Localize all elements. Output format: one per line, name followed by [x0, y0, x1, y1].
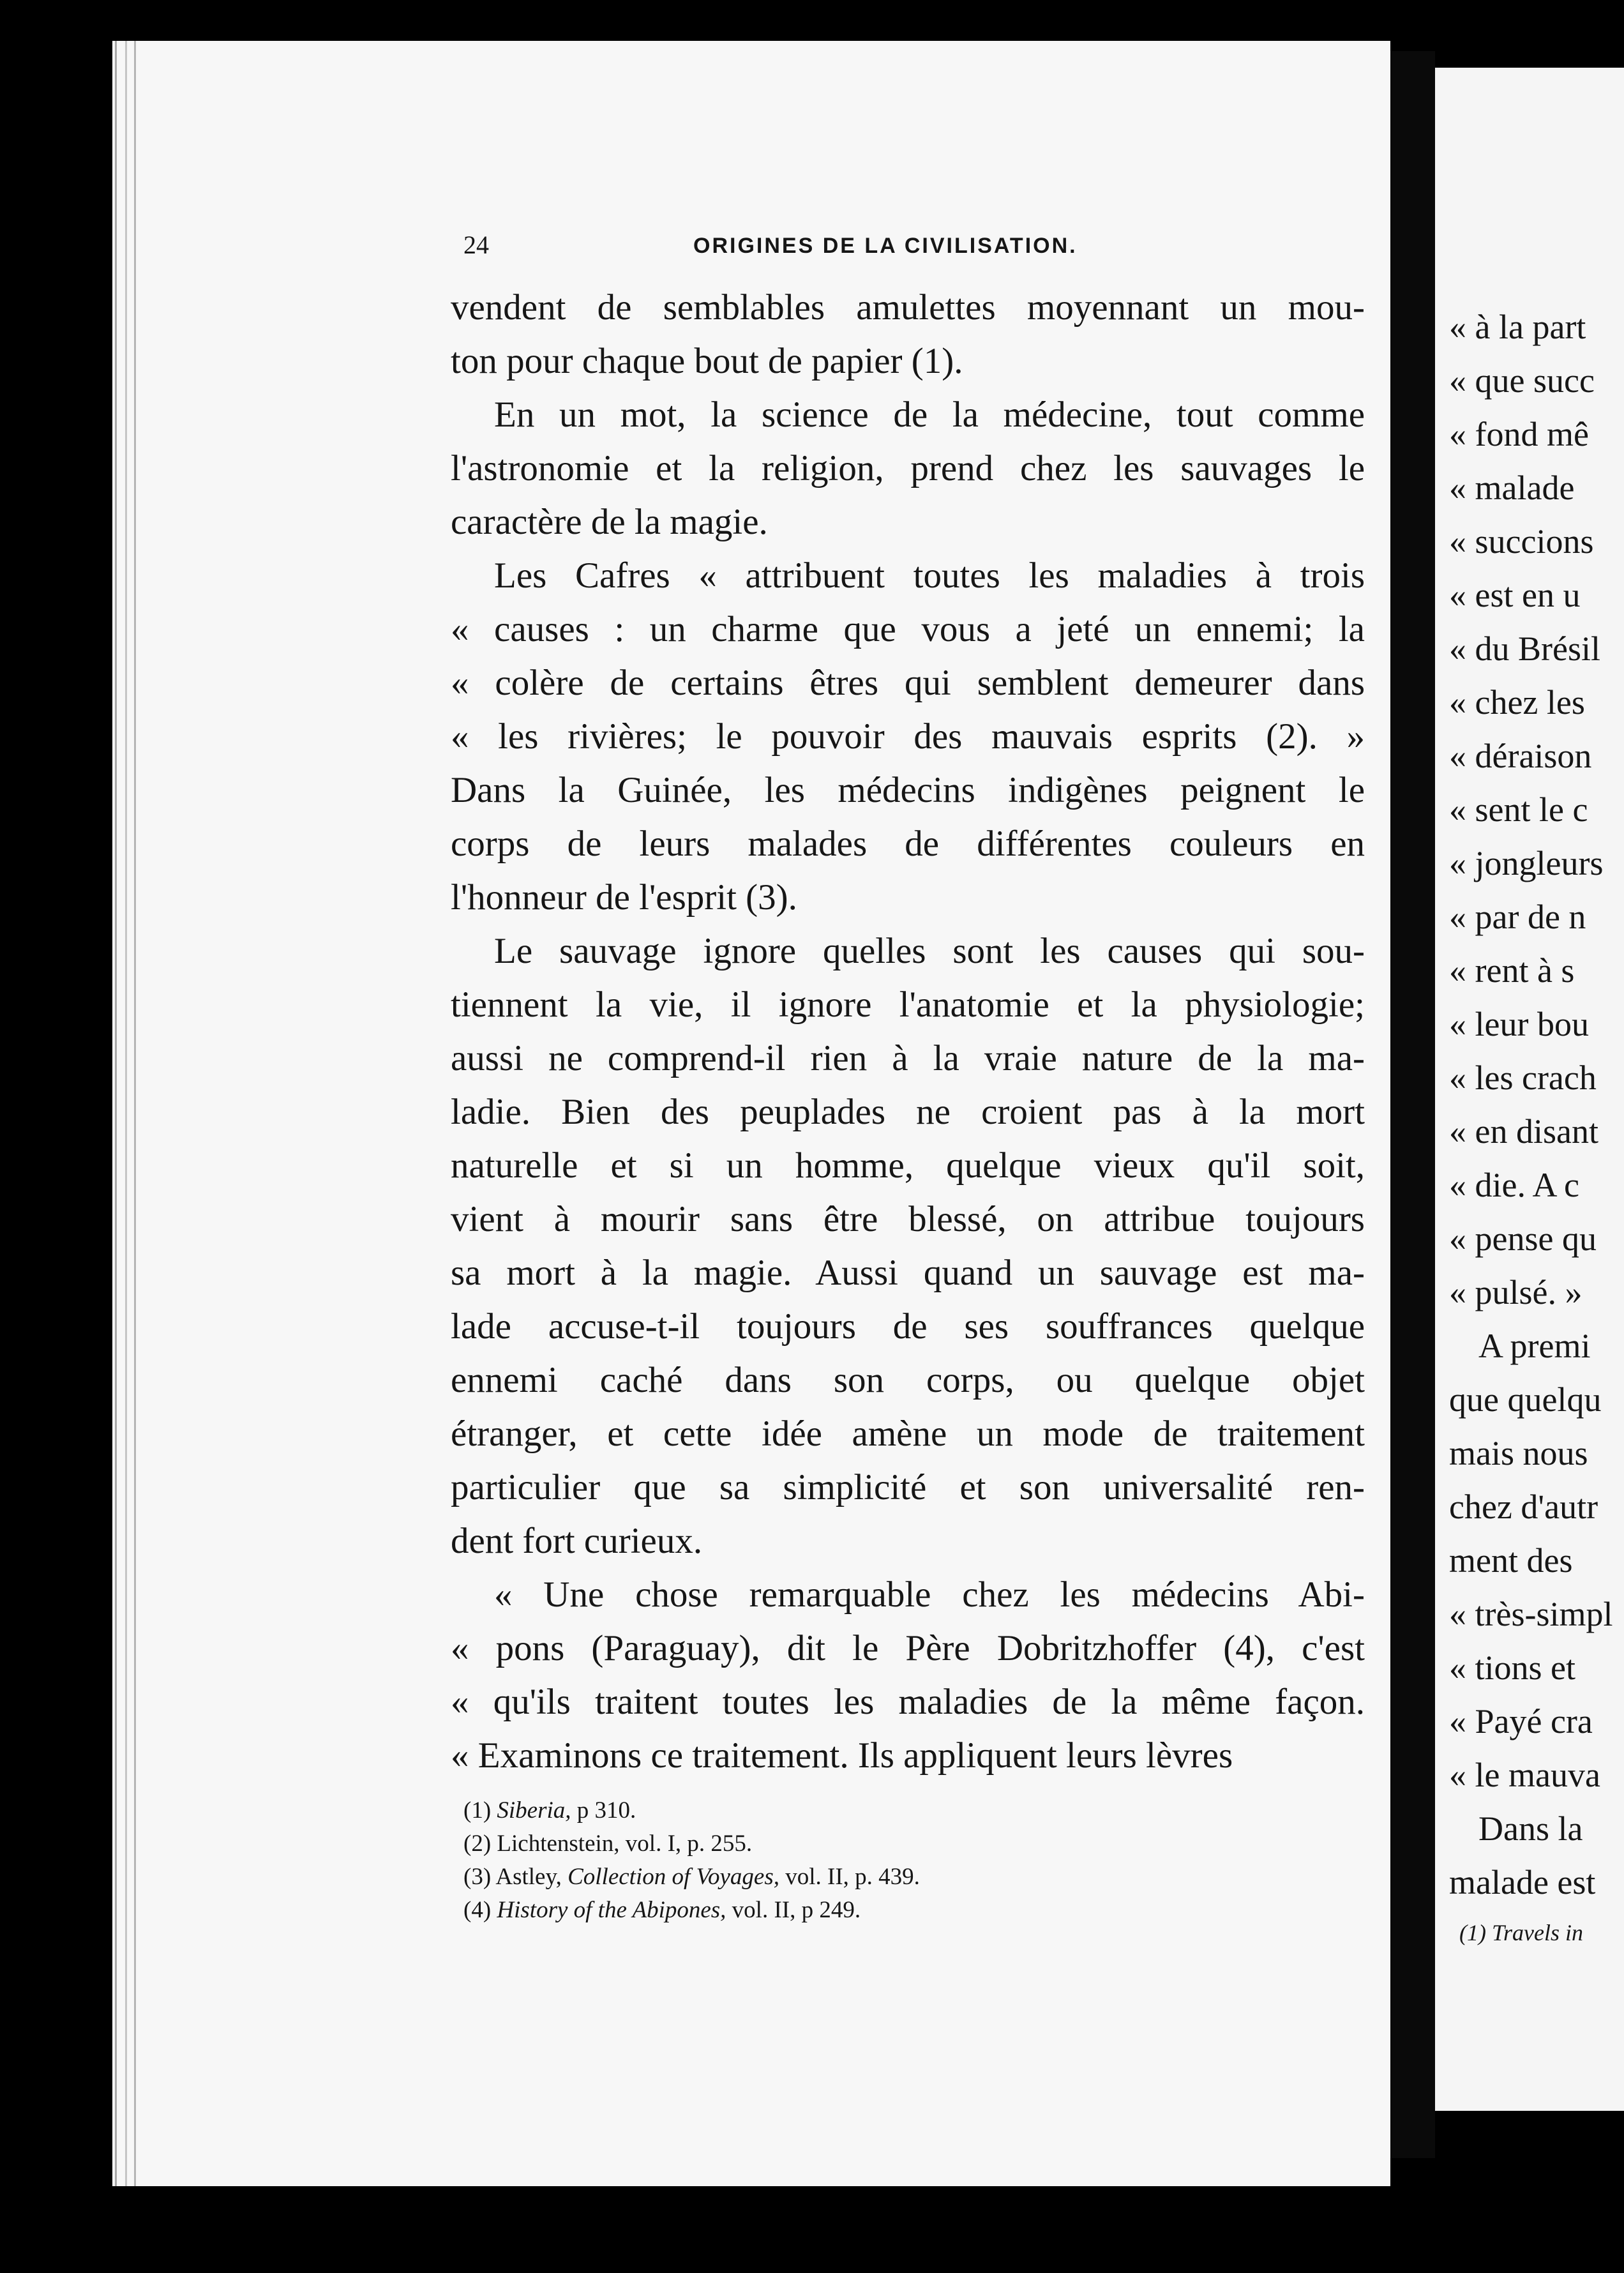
- footnote: [463, 1861, 1229, 1894]
- footnote-text: vol. II, p. 439.: [779, 1864, 920, 1890]
- page-edge: [125, 41, 127, 2186]
- right-page-line: ment des: [1449, 1541, 1573, 1580]
- right-page-line: Dans la: [1478, 1809, 1583, 1848]
- text-line: vient à mourir sans être blessé, on attribue toujours: [451, 1199, 1365, 1239]
- right-page-line: « fond mê: [1449, 415, 1589, 453]
- page-edge: [115, 41, 117, 2186]
- text-line: Dans la Guinée, les médecins indigènes peignent le: [451, 770, 1365, 810]
- text-line: ladie. Bien des peuplades ne croient pas à la mort: [451, 1092, 1365, 1132]
- page-number: 24: [463, 230, 489, 259]
- right-page-line: « pense qu: [1449, 1220, 1597, 1258]
- text-line: ennemi caché dans son corps, ou quelque objet: [451, 1360, 1365, 1400]
- text-line: caractère de la magie.: [451, 502, 768, 542]
- text-line: ton pour chaque bout de papier (1).: [451, 341, 963, 381]
- footnote-number: (1): [463, 1797, 492, 1824]
- footnote-text: Lichtenstein, vol. I, p. 255.: [491, 1831, 753, 1857]
- right-page-line: « que succ: [1449, 361, 1595, 400]
- right-page-line: « déraison: [1449, 737, 1592, 775]
- footnote-number: (4): [463, 1897, 492, 1923]
- right-page-line: « pulsé. »: [1449, 1273, 1583, 1311]
- footnote: [463, 1894, 1229, 1927]
- text-line: aussi ne comprend-il rien à la vraie nature de la ma-: [451, 1038, 1365, 1078]
- text-line: l'astronomie et la religion, prend chez les sauvages le: [451, 448, 1365, 488]
- text-line: « Examinons ce traitement. Ils appliquent leurs lèvres: [451, 1735, 1233, 1776]
- footnote-title: Collection of Voyages,: [568, 1864, 779, 1890]
- right-page-line: « par de n: [1449, 898, 1586, 936]
- text-line: « colère de certains êtres qui semblent demeurer dans: [451, 663, 1365, 703]
- text-line: naturelle et si un homme, quelque vieux qu'il soit,: [451, 1145, 1365, 1186]
- footnote: [463, 1827, 1229, 1861]
- text-line: dent fort curieux.: [451, 1521, 703, 1561]
- footnote-text: p 310.: [571, 1797, 636, 1824]
- text-line: particulier que sa simplicité et son universalité ren-: [451, 1467, 1365, 1507]
- right-page-footnote: (1) Travels in: [1459, 1920, 1583, 1945]
- text-line: lade accuse-t-il toujours de ses souffrances quelque: [451, 1306, 1365, 1347]
- right-page-line: « est en u: [1449, 576, 1581, 614]
- right-page-line: que quelqu: [1449, 1380, 1602, 1419]
- footnote-text: Astley,: [491, 1864, 568, 1890]
- right-page-line: « en disant: [1449, 1112, 1598, 1151]
- right-page-text: [1449, 300, 1624, 1909]
- footnote-title: Siberia,: [497, 1797, 571, 1824]
- text-line: Le sauvage ignore quelles sont les causes qui sou-: [494, 931, 1365, 971]
- text-line: « pons (Paraguay), dit le Père Dobritzhoffer (4), c'est: [451, 1628, 1365, 1668]
- right-page-line: « rent à s: [1449, 951, 1575, 990]
- text-line: sa mort à la magie. Aussi quand un sauvage est ma-: [451, 1253, 1365, 1293]
- text-line: Les Cafres « attribuent toutes les maladies à trois: [494, 555, 1365, 596]
- footnotes: [463, 1794, 1229, 1927]
- right-page-line: « sent le c: [1449, 790, 1588, 829]
- right-page-line: « succions: [1449, 522, 1594, 561]
- footnote-text: vol. II, p 249.: [726, 1897, 861, 1923]
- right-page-line: « à la part: [1449, 308, 1586, 346]
- right-page-line: « le mauva: [1449, 1756, 1600, 1794]
- right-page-line: « die. A c: [1449, 1166, 1579, 1204]
- right-page-line: mais nous: [1449, 1434, 1588, 1472]
- text-line: « Une chose remarquable chez les médecins Abi-: [494, 1574, 1365, 1615]
- page-header: [463, 230, 1166, 268]
- text-line: « les rivières; le pouvoir des mauvais esprits (2). »: [451, 716, 1365, 757]
- footnote: [463, 1794, 1229, 1827]
- footnote-number: (3): [463, 1864, 492, 1890]
- right-page-line: « du Brésil: [1449, 630, 1600, 668]
- page-edge: [134, 41, 136, 2186]
- right-page-line: malade est: [1449, 1863, 1596, 1901]
- text-line: corps de leurs malades de différentes couleurs en: [451, 824, 1365, 864]
- right-page-line: « les crach: [1449, 1059, 1597, 1097]
- text-line: « qu'ils traitent toutes les maladies de la même façon.: [451, 1682, 1365, 1722]
- right-page-line: chez d'autr: [1449, 1488, 1598, 1526]
- right-page-line: « tions et: [1449, 1649, 1575, 1687]
- right-page-line: « très-simpl: [1449, 1595, 1613, 1633]
- running-title: ORIGINES DE LA CIVILISATION.: [693, 234, 1078, 258]
- right-page-line: « chez les: [1449, 683, 1585, 721]
- page-gutter: [1390, 51, 1435, 2158]
- right-page-line: « leur bou: [1449, 1005, 1589, 1043]
- text-line: tiennent la vie, il ignore l'anatomie et la physiologie;: [451, 985, 1365, 1025]
- footnote-title: History of the Abipones,: [491, 1897, 726, 1923]
- text-line: l'honneur de l'esprit (3).: [451, 877, 797, 918]
- right-page-line: « jongleurs: [1449, 844, 1604, 882]
- right-page-line: A premi: [1478, 1327, 1591, 1365]
- right-page-line: « malade: [1449, 469, 1575, 507]
- text-line: étranger, et cette idée amène un mode de traitement: [451, 1414, 1365, 1454]
- footnote-number: (2): [463, 1831, 492, 1857]
- text-line: En un mot, la science de la médecine, tout comme: [494, 395, 1365, 435]
- text-line: « causes : un charme que vous a jeté un ennemi; la: [451, 609, 1365, 649]
- body-text: [451, 281, 1365, 1783]
- text-line: vendent de semblables amulettes moyennant un mou-: [451, 287, 1365, 328]
- right-page-line: « Payé cra: [1449, 1702, 1593, 1741]
